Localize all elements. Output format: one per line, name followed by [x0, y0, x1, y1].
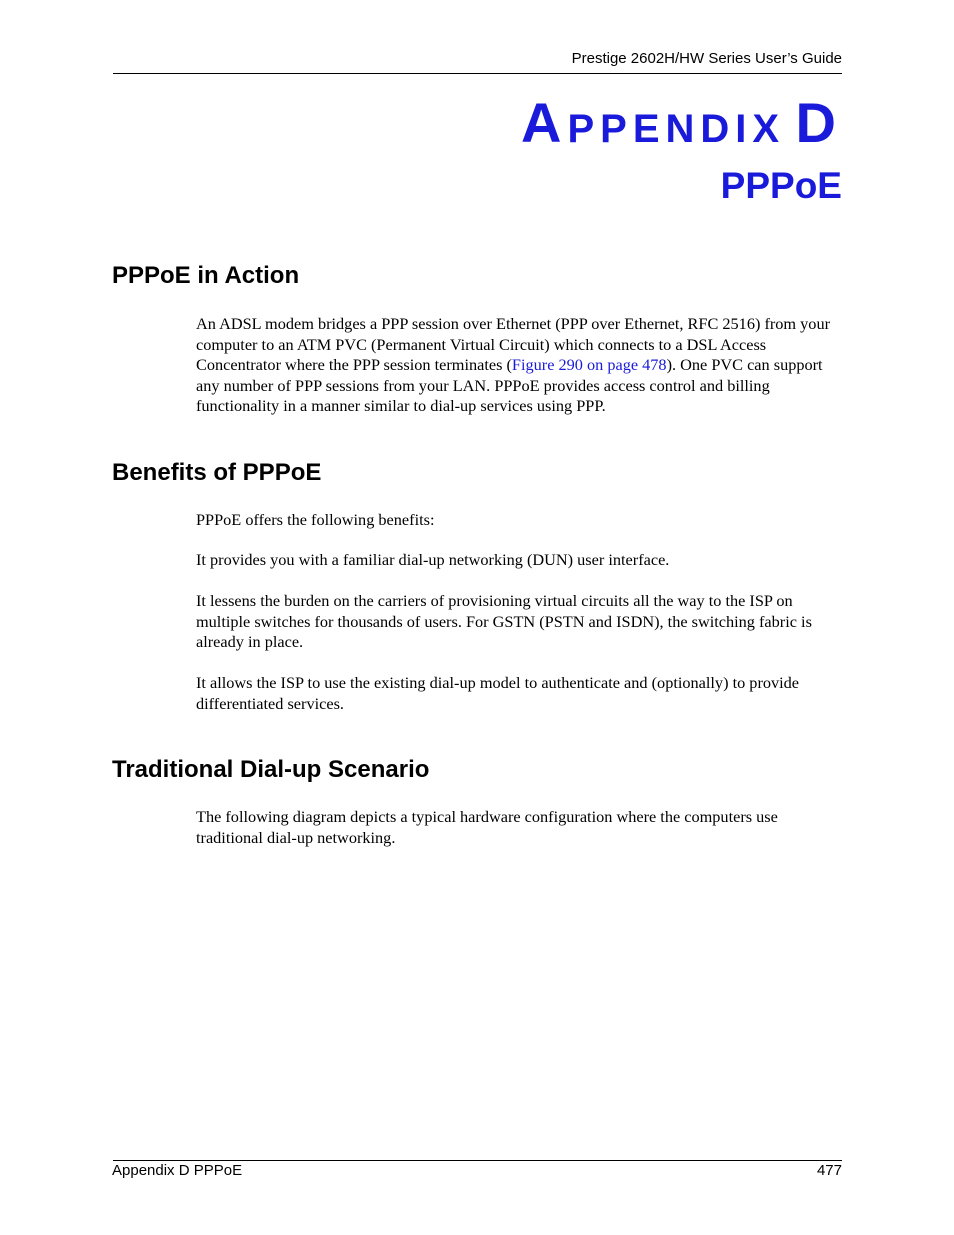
paragraph-benefit-2: It lessens the burden on the carriers of provisioning virtual circuits all the way to the ISP on multiple switches for thousands of users. For GSTN (PSTN and ISDN), the switching fabric is already in place. [196, 591, 812, 651]
guide-title: Prestige 2602H/HW Series User’s Guide [571, 50, 842, 67]
section-heading-benefits: Benefits of PPPoE [112, 459, 322, 486]
paragraph-dialup: The following diagram depicts a typical hardware configuration where the computers use traditional dial-up networking. [196, 807, 778, 847]
paragraph-text: An ADSL modem bridges a PPP session over Ethernet (PPP over Ethernet, RFC 2516) from your computer to an ATM PVC (Permanent Virtual Circuit) which connects to a DSL Access Concentrator where the PPP session terminates ( [196, 314, 831, 374]
header-rule [113, 73, 842, 74]
chapter-title: PPPoE [720, 165, 842, 206]
paragraph-benefits-intro: PPPoE offers the following benefits: [196, 510, 435, 529]
paragraph-pppoe-in-action [196, 314, 841, 417]
paragraph-benefit-1: It provides you with a familiar dial-up networking (DUN) user interface. [196, 550, 670, 569]
page-number: 477 [816, 1162, 842, 1179]
section-heading-pppoe-in-action: PPPoE in Action [112, 262, 300, 289]
appendix-letter: D [795, 91, 842, 154]
footer-rule [113, 1160, 842, 1161]
appendix-word: PPENDIX [567, 107, 786, 151]
appendix-initial: A [521, 91, 568, 154]
figure-link[interactable]: Figure 290 on page 478 [511, 355, 667, 374]
section-heading-dialup: Traditional Dial-up Scenario [112, 756, 430, 783]
paragraph-text: ). One PVC can support any number of PPP sessions from your LAN. PPPoE provides access control and billing functionality in a manner similar to dial-up services using PPP. [196, 355, 823, 415]
appendix-heading [521, 91, 842, 154]
paragraph-benefit-3: It allows the ISP to use the existing dial-up model to authenticate and (optionally) to provide differentiated services. [196, 673, 800, 713]
footer-chapter: Appendix D PPPoE [112, 1162, 243, 1179]
